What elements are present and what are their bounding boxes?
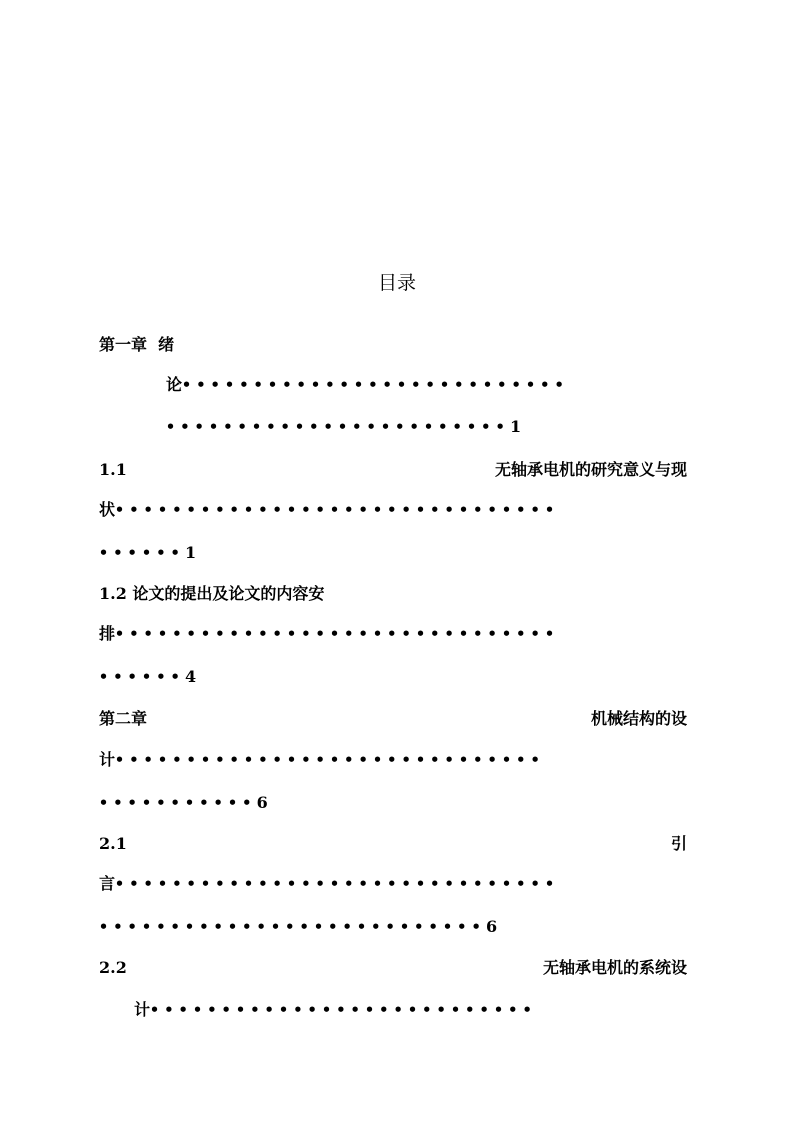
toc-entry-page: 6: [485, 917, 498, 936]
toc-entry-title: 计: [134, 1000, 151, 1019]
toc-entry-chapter-2-heading[interactable]: [99, 706, 687, 732]
dot-leader: ••••••••••••••••••••••••••••••: [115, 751, 545, 769]
toc-entry-page: 1: [185, 543, 197, 562]
toc-entry-number: 2.1: [99, 834, 127, 853]
toc-entry-title: 论: [166, 375, 183, 394]
toc-entry-2-1-heading[interactable]: [99, 831, 687, 857]
toc-entry-title: 无轴承电机的系统设: [542, 958, 687, 977]
toc-entry-title: 言: [99, 874, 116, 893]
dot-leader: •••••••••••••••••••••••••••••••: [115, 875, 560, 893]
toc-entry-1-2-leader: [99, 621, 687, 647]
toc-entry-1-1-leader: [99, 497, 687, 523]
toc-entry-chapter-1-leader: [166, 372, 687, 398]
toc-entry-title: 排: [99, 624, 116, 643]
toc-entry-title: 状: [99, 500, 116, 519]
toc-entry-number: 1.2: [99, 584, 127, 603]
toc-entry-page: 6: [256, 793, 268, 812]
toc-entry-title: 机械结构的设: [590, 709, 687, 728]
toc-entry-number: 第二章: [99, 709, 148, 728]
dot-leader: ••••••: [99, 668, 185, 686]
toc-entry-chapter-1-page-line: [166, 414, 687, 440]
dot-leader: •••••••••••••••••••••••••••: [182, 376, 569, 394]
toc-entry-1-1-heading[interactable]: [99, 457, 687, 483]
toc-title: 目录: [377, 272, 416, 294]
dot-leader: •••••••••••••••••••••••••••: [99, 918, 486, 936]
toc-entry-title: 论文的提出及论文的内容安: [132, 584, 325, 603]
toc-entry-page: 4: [185, 667, 197, 686]
toc-entry-2-2-leader: [134, 997, 687, 1023]
toc-entry-number: 2.2: [99, 958, 127, 977]
toc-entry-title: 无轴承电机的研究意义与现: [494, 460, 687, 479]
toc-entry-1-2-page-line: [99, 664, 687, 690]
toc-entry-title: 绪: [158, 335, 175, 354]
toc-entry-1-2-heading[interactable]: [99, 581, 687, 607]
toc-entry-2-2-heading[interactable]: [99, 955, 687, 981]
dot-leader: •••••••••••: [99, 794, 257, 812]
dot-leader: •••••••••••••••••••••••••••: [150, 1001, 537, 1019]
dot-leader: •••••••••••••••••••••••••••••••: [115, 625, 560, 643]
toc-entry-1-1-page-line: [99, 540, 687, 566]
toc-entry-2-1-leader: [99, 871, 687, 897]
toc-entry-chapter-2-page-line: [99, 790, 687, 816]
toc-entry-page: 1: [509, 417, 522, 436]
toc-entry-number: 1.1: [99, 460, 127, 479]
toc-entry-chapter-1-heading[interactable]: [99, 332, 687, 358]
dot-leader: •••••••••••••••••••••••••••••••: [115, 501, 560, 519]
toc-entry-number: 第一章: [99, 335, 148, 354]
toc-entry-2-1-page-line: [99, 914, 687, 940]
dot-leader: ••••••••••••••••••••••••: [166, 418, 510, 436]
toc-entry-chapter-2-leader: [99, 747, 687, 773]
toc-entry-title: 计: [99, 750, 116, 769]
dot-leader: ••••••: [99, 544, 185, 562]
toc-entry-title: 引: [670, 834, 687, 853]
